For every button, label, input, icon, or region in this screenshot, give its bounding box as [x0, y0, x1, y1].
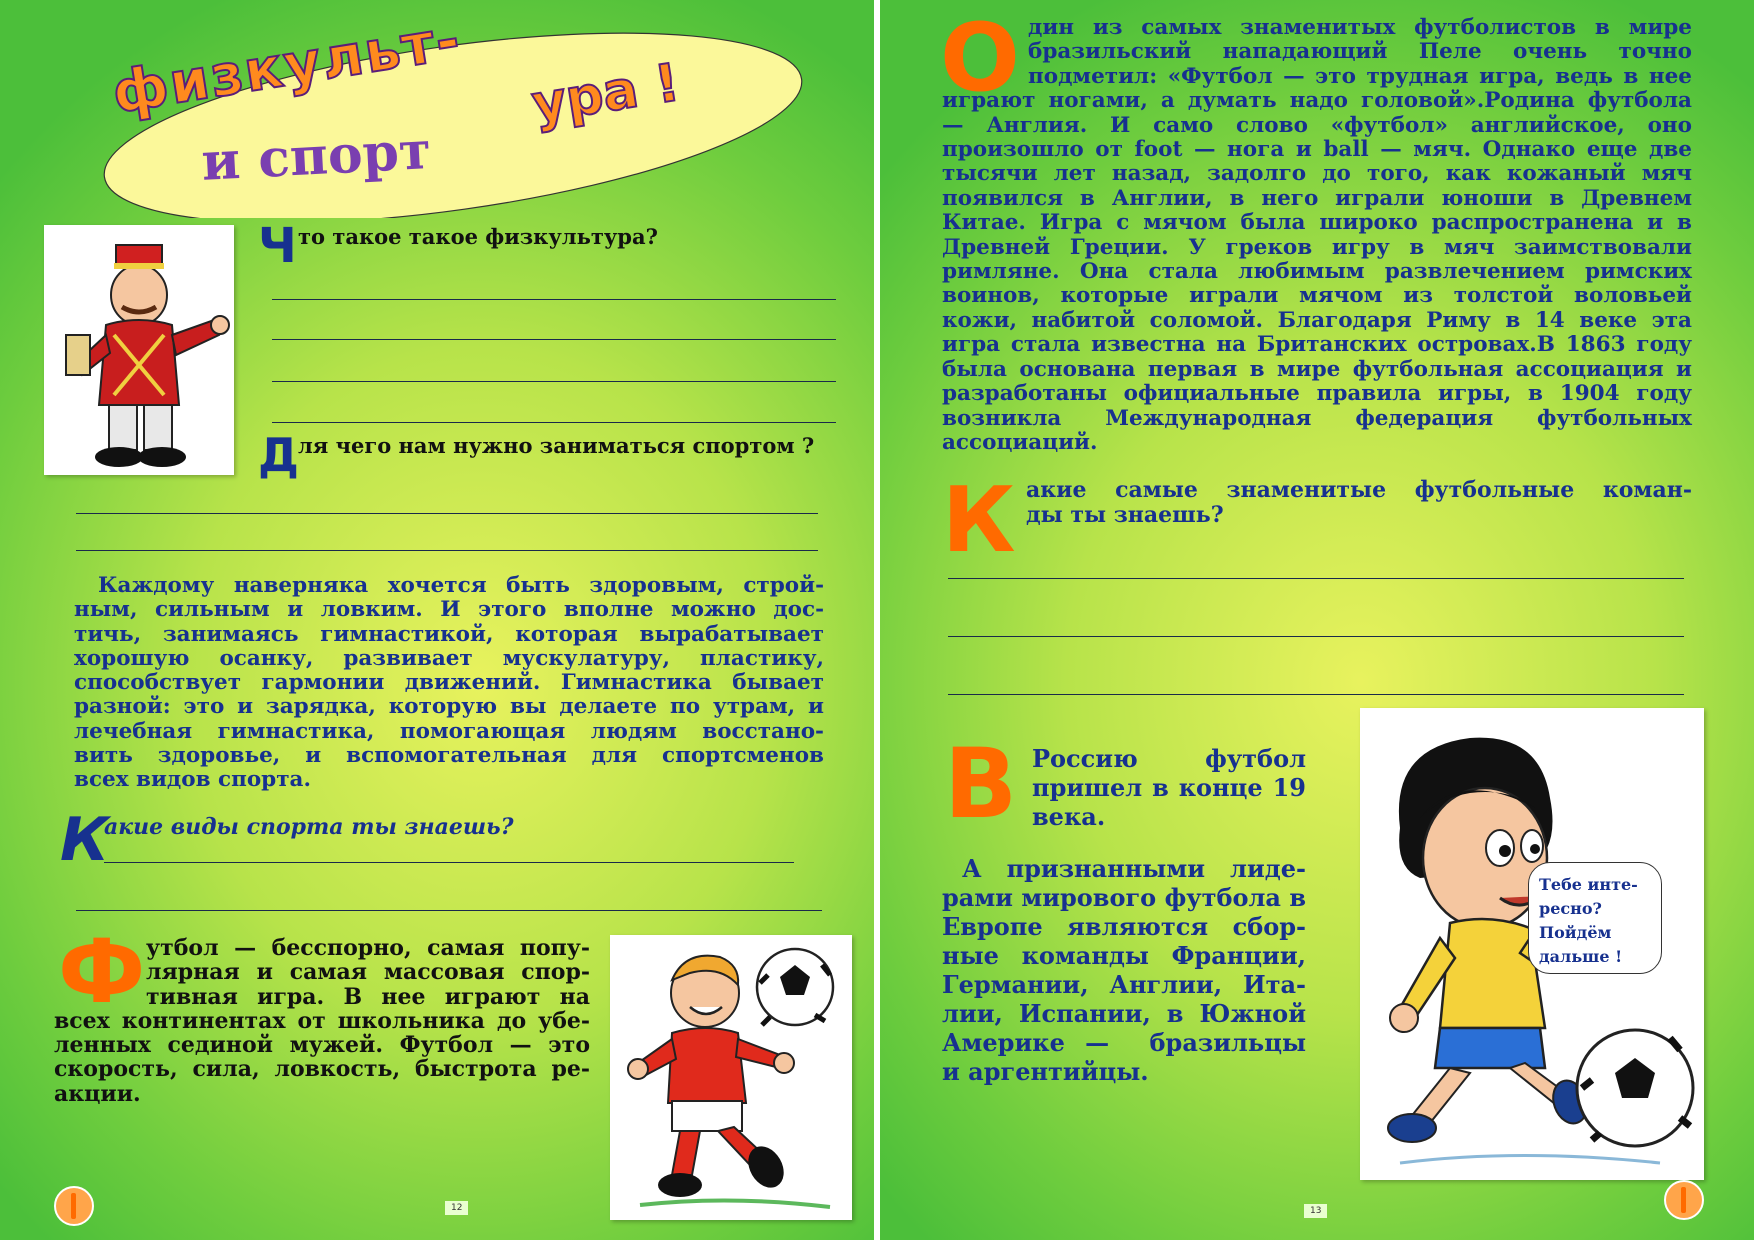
answer-line: [272, 381, 836, 382]
paragraph-line: произошло от foot — нога и ball — мяч. Однако еще две: [942, 137, 1692, 163]
paragraph-line: тысячи лет назад, задолго до того, как кожаный мяч: [942, 161, 1692, 187]
title-line3: и спорт: [200, 119, 433, 193]
paragraph-line: акции.: [54, 1080, 141, 1107]
gymnastics-paragraph: [74, 574, 824, 793]
answer-line: [272, 422, 836, 423]
page-number: 12: [445, 1201, 468, 1215]
title-line2: ура !: [528, 52, 684, 136]
q4-line: акие самые знаменитые футбольные коман-: [1026, 477, 1692, 503]
intro-paragraph: [942, 16, 1692, 455]
paragraph-line: всех видов спорта.: [74, 767, 311, 793]
paragraph-line: воинов, которые играли мячом из толстой воловьей: [942, 283, 1692, 309]
leaders-paragraph: [942, 854, 1306, 1086]
corner-logo-icon: [1664, 1180, 1704, 1220]
paragraph-line: скорость, сила, ловкость, быстрота ре-: [54, 1056, 590, 1083]
speech-bubble-text: [1539, 873, 1638, 969]
answer-line: [104, 862, 794, 863]
bubble-line: Пойдём: [1539, 923, 1612, 942]
paragraph-line: ленных сединой мужей. Футбол — это: [54, 1032, 590, 1059]
paragraph-line: ные команды Франции,: [942, 941, 1306, 970]
paragraph-line: Европе являются сбор-: [942, 912, 1306, 941]
paragraph-line: лечебная гимнастика, помогающая людям восстано-: [74, 718, 824, 744]
corner-logo-icon: [54, 1186, 94, 1226]
paragraph-line: пришел в конце 19: [1032, 773, 1306, 802]
paragraph-line: игра стала известна на Британских островах.В 1863 году: [942, 332, 1692, 358]
q3-text: акие виды спорта ты знаешь?: [104, 814, 514, 840]
bubble-line: Тебе инте-: [1539, 875, 1638, 894]
q2-text: ля чего нам нужно заниматься спортом ?: [298, 433, 815, 458]
football-paragraph: [54, 936, 590, 1106]
paragraph-line: и аргентийцы.: [942, 1057, 1149, 1086]
answer-line: [948, 636, 1684, 637]
paragraph-line: Россию футбол: [1032, 744, 1306, 773]
intro-dropcap: О: [940, 4, 1020, 113]
paragraph-line: римляне. Она стала любимым развлечением римских: [942, 259, 1692, 285]
answer-line: [272, 339, 836, 340]
q4-dropcap: К: [942, 468, 1016, 573]
answer-line: [76, 550, 818, 551]
paragraph-line: кожи, набитой соломой. Благодаря Риму в 14 веке эта: [942, 307, 1692, 333]
q1-dropcap: Ч: [258, 218, 297, 274]
russia-dropcap: В: [944, 728, 1018, 840]
paragraph-line: была основана первая в мире футбольная ассоциация и: [942, 356, 1692, 382]
football-player-illustration: [610, 935, 852, 1220]
q1-text: то такое такое физкультура?: [298, 224, 658, 249]
bubble-line: ресно?: [1539, 899, 1602, 918]
paragraph-line: тивная игра. В нее играют на: [146, 983, 590, 1010]
answer-line: [948, 578, 1684, 579]
paragraph-line: века.: [1032, 802, 1106, 831]
football-dropcap: Ф: [58, 920, 146, 1023]
paragraph-line: дин из самых знаменитых футболистов в мире: [1028, 15, 1692, 40]
speech-bubble: [1528, 862, 1662, 974]
q3-dropcap: К: [60, 805, 110, 875]
right-page: [880, 0, 1754, 1240]
paragraph-line: разной: это и зарядка, которую вы делаете по утрам, и: [74, 694, 824, 720]
hussar-illustration: [44, 225, 234, 475]
paragraph-line: появился в Англии, в него играли юноши в Древнем: [942, 185, 1692, 211]
paragraph-line: утбол — бесспорно, самая попу-: [146, 935, 590, 961]
paragraph-line: способствует гармонии движений. Гимнастика бывает: [74, 670, 824, 696]
paragraph-line: Древней Греции. У греков игру в мяч заимствовали: [942, 234, 1692, 260]
page-number: 13: [1304, 1204, 1327, 1218]
left-page: [0, 0, 874, 1240]
q4-text: [1026, 478, 1692, 528]
paragraph-line: играют ногами, а думать надо головой».Родина футбола: [942, 88, 1692, 114]
paragraph-line: — Англия. И само слово «футбол» английское, оно: [942, 112, 1692, 138]
paragraph-line: Китае. Игра с мячом была широко распространена и в: [942, 210, 1692, 236]
paragraph-line: подметил: «Футбол — это трудная игра, ведь в нее: [1028, 63, 1692, 89]
paragraph-line: хорошую осанку, развивает мускулатуру, пластику,: [74, 645, 824, 671]
paragraph-line: возникла Международная федерация футбольных: [942, 405, 1692, 431]
paragraph-line: бразильский нападающий Пеле очень точно: [1028, 39, 1692, 65]
paragraph-line: всех континентах от школьника до убе-: [54, 1007, 590, 1034]
paragraph-line: А признанными лиде-: [962, 854, 1306, 883]
answer-line: [948, 694, 1684, 695]
q4-line: ды ты знаешь?: [1026, 502, 1224, 528]
paragraph-line: рами мирового футбола в: [942, 883, 1306, 912]
paragraph-line: Германии, Англии, Ита-: [942, 970, 1306, 999]
paragraph-line: тичь, занимаясь гимнастикой, которая вырабатывает: [74, 621, 824, 647]
paragraph-line: ным, сильным и ловким. И этого вполне можно дос-: [74, 597, 824, 623]
paragraph-line: Америке — бразильцы: [942, 1028, 1306, 1057]
bubble-line: дальше !: [1539, 947, 1623, 966]
title-line1: физкульт-: [108, 6, 466, 127]
answer-line: [76, 910, 822, 911]
paragraph-line: разработаны официальные правила игры, в 1904 году: [942, 381, 1692, 407]
paragraph-line: ассоциаций.: [942, 429, 1098, 455]
answer-line: [272, 299, 836, 300]
paragraph-line: Каждому наверняка хочется быть здоровым, строй-: [98, 573, 824, 598]
russia-paragraph: [1032, 744, 1306, 831]
q2-dropcap: Д: [258, 428, 299, 482]
paragraph-line: лии, Испании, в Южной: [942, 999, 1306, 1028]
paragraph-line: вить здоровье, и вспомогательная для спортсменов: [74, 743, 824, 769]
paragraph-line: лярная и самая массовая спор-: [146, 959, 590, 986]
answer-line: [76, 513, 818, 514]
